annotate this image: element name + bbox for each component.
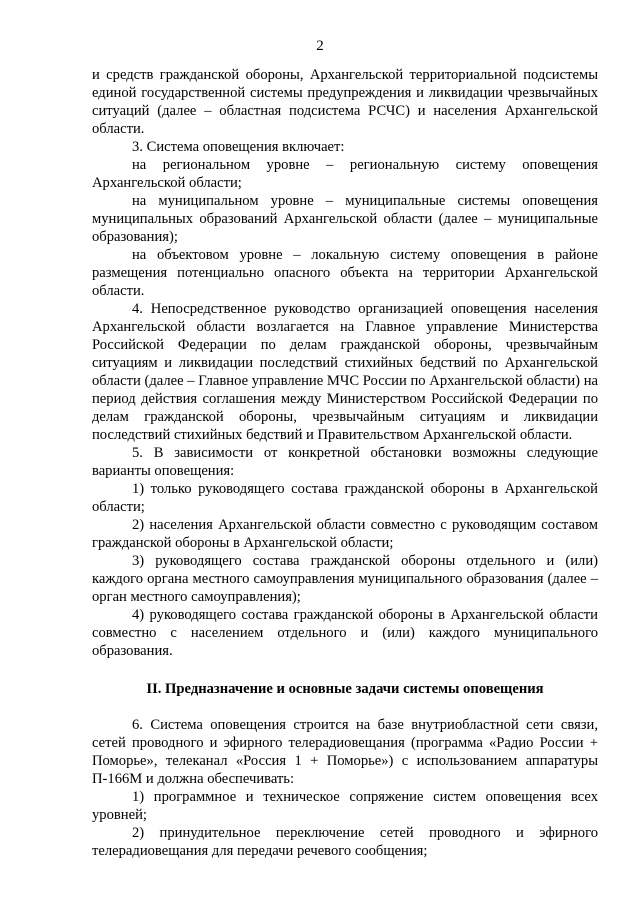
paragraphs-before-section (92, 66, 598, 660)
paragraph: 4) руководящего состава гражданской обороны в Архангельской области совместно с населением отдельного и (или) каждого муниципального образования. (92, 607, 598, 659)
paragraph: 2) населения Архангельской области совместно с руководящим составом гражданской обороны в Архангельской области; (92, 517, 598, 551)
paragraph: и средств гражданской обороны, Архангельской территориальной подсистемы единой государственной системы предупреждения и ликвидации чрезвычайных ситуаций (далее – областная подсистема РСЧС) и населения Архангельской области. (92, 67, 598, 137)
paragraph: на объектовом уровне – локальную систему оповещения в районе размещения потенциально опасного объекта на территории Архангельской области. (92, 247, 598, 299)
section-heading: II. Предназначение и основные задачи системы оповещения (146, 681, 544, 697)
paragraph: 3) руководящего состава гражданской обороны отдельного и (или) каждого органа местного самоуправления муниципального образования (далее – орган местного самоуправления); (92, 553, 598, 605)
paragraph: на муниципальном уровне – муниципальные системы оповещения муниципальных образований Архангельской области (далее – муниципальные образования); (92, 193, 598, 245)
paragraph: 2) принудительное переключение сетей проводного и эфирного телерадиовещания для передачи речевого сообщения; (92, 825, 598, 859)
paragraph: 3. Система оповещения включает: (132, 139, 345, 155)
paragraph: 1) только руководящего состава гражданской обороны в Архангельской области; (92, 481, 598, 515)
paragraph: 5. В зависимости от конкретной обстановки возможны следующие варианты оповещения: (92, 445, 598, 479)
document-body (92, 66, 598, 860)
paragraphs-after-section (92, 716, 598, 860)
page-number: 2 (316, 38, 324, 54)
paragraph: на региональном уровне – региональную систему оповещения Архангельской области; (92, 157, 598, 191)
paragraph: 4. Непосредственное руководство организацией оповещения населения Архангельской области возлагается на Главное управление Министерства Российской Федерации по делам гражданской обороны, чрезвычайным ситуациям и ликвидации последствий стихийных бедствий по Архангельской области (далее – Главное управление МЧС России по Архангельской области) на период действия соглашения между Министерством Российской Федерации по делам гражданской обороны, чрезвычайным ситуациям и ликвидации последствий стихийных бедствий и Правительством Архангельской области. (92, 301, 598, 443)
paragraph: 6. Система оповещения строится на базе внутриобластной сети связи, сетей проводного и эфирного телерадиовещания (программа «Радио России + Поморье», телеканал «Россия 1 + Поморье») с использованием аппаратуры П-166М и должна обеспечивать: (92, 717, 598, 787)
paragraph: 1) программное и техническое сопряжение систем оповещения всех уровней; (92, 789, 598, 823)
